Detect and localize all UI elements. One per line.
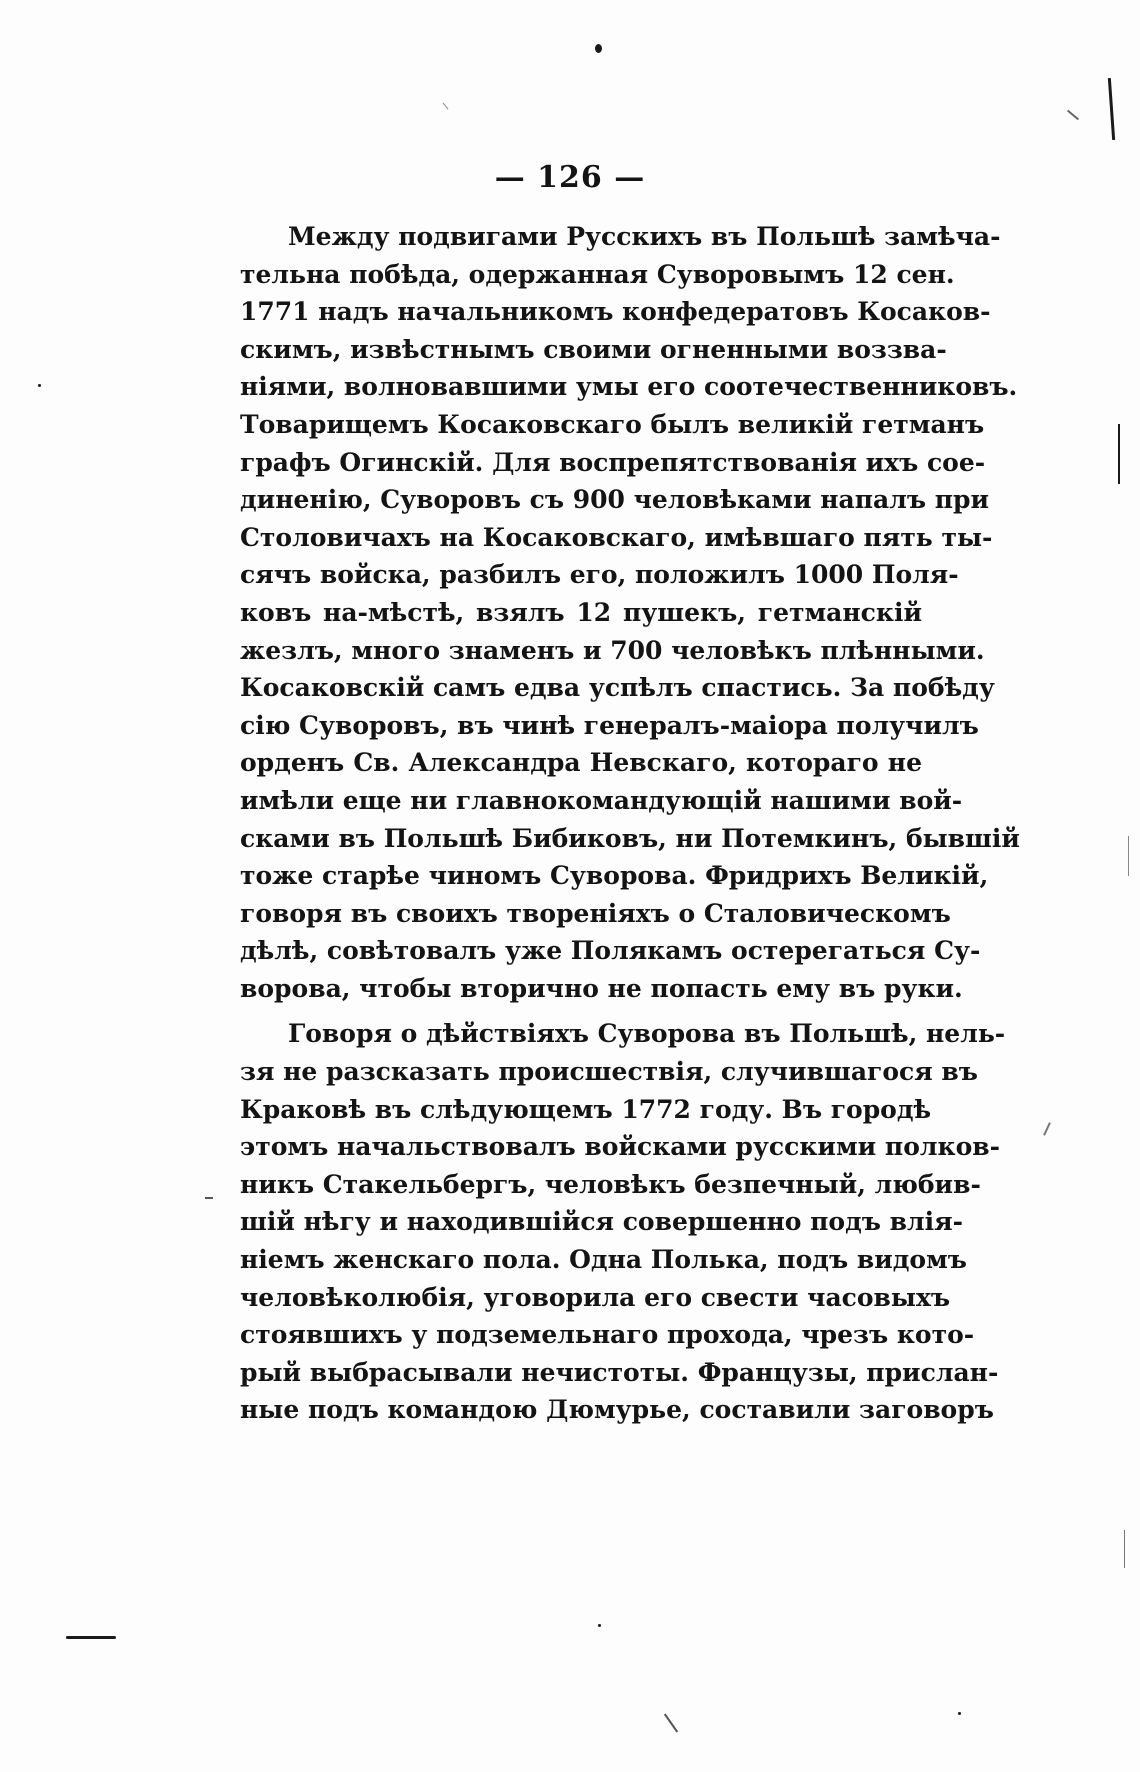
text-line: человѣколюбія, уговорила его свести часовыхъ xyxy=(240,1282,951,1312)
scan-speck xyxy=(1067,110,1079,121)
scan-edge-mark xyxy=(1118,424,1120,484)
text-line: Столовичахъ на Косаковскаго, имѣвшаго пять ты- xyxy=(240,522,993,552)
scan-speck xyxy=(664,1713,678,1732)
text-line: графъ Огинскій. Для воспрепятствованія ихъ сое- xyxy=(240,447,986,477)
scan-dash-mark xyxy=(66,1636,116,1639)
text-line: Товарищемъ Косаковскаго былъ великій гетманъ xyxy=(240,409,985,439)
text-line: ворова, чтобы вторично не попасть ему въ руки. xyxy=(240,973,963,1003)
text-line: сячъ войска, разбилъ его, положилъ 1000 Поля- xyxy=(240,560,959,590)
text-line: орденъ Св. Александра Невскаго, котораго не xyxy=(240,748,922,778)
text-line: говоря въ своихъ твореніяхъ о Сталовическомъ xyxy=(240,898,951,928)
text-line: тоже старѣе чиномъ Суворова. Фридрихъ Великій, xyxy=(240,861,989,891)
text-line: Краковѣ въ слѣдующемъ 1772 году. Въ городѣ xyxy=(240,1094,932,1124)
text-line: стоявшихъ у подземельнаго прохода, чрезъ кото- xyxy=(240,1320,975,1350)
text-line: 1771 надъ начальникомъ конфедератовъ Косаков- xyxy=(240,297,991,327)
scan-edge-mark xyxy=(1124,1530,1125,1568)
text-line: ные подъ командою Дюмурье, составили заговоръ xyxy=(240,1395,994,1425)
scan-speck xyxy=(443,103,449,110)
text-line: сками въ Польшѣ Бибиковъ, ни Потемкинъ, бывшій xyxy=(240,823,1020,853)
text-line: этомъ начальствовалъ войсками русскими полков- xyxy=(240,1132,1000,1162)
scan-speck xyxy=(205,1197,213,1199)
text-line: имѣли еще ни главнокомандующій нашими вой- xyxy=(240,785,963,815)
scan-edge-mark xyxy=(1128,836,1129,876)
text-line: скимъ, извѣстнымъ своими огненными воззва- xyxy=(240,334,947,364)
paragraph-1 xyxy=(240,218,1020,1007)
scan-edge-mark xyxy=(1108,78,1115,140)
paragraph-2 xyxy=(240,1015,1006,1429)
scan-speck xyxy=(958,1712,961,1715)
text-line: рый выбрасывали нечистоты. Французы, прислан- xyxy=(240,1357,999,1387)
scan-speck xyxy=(595,44,602,53)
body-text xyxy=(240,218,1020,1429)
scan-speck xyxy=(1043,1122,1051,1136)
scan-speck xyxy=(38,384,41,387)
text-line: ковъ на-мѣстѣ, взялъ 12 пушекъ, гетманскій xyxy=(240,597,922,627)
text-line: дѣлѣ, совѣтовалъ уже Полякамъ остерегаться Су- xyxy=(240,936,981,966)
text-line: диненію, Суворовъ съ 900 человѣками напалъ при xyxy=(240,485,990,515)
paragraph-gap xyxy=(240,1007,922,1015)
text-line: Говоря о дѣйствіяхъ Суворова въ Польшѣ, нель- xyxy=(288,1019,1006,1049)
text-line: жезлъ, много знаменъ и 700 человѣкъ плѣнными. xyxy=(240,635,985,665)
text-line: зя не разсказать происшествія, случившагося въ xyxy=(240,1057,978,1087)
scan-speck xyxy=(598,1624,601,1627)
text-line: Косаковскій самъ едва успѣлъ спастись. За побѣду xyxy=(240,673,995,703)
text-line: никъ Стакельбергъ, человѣкъ безпечный, любив- xyxy=(240,1169,981,1199)
text-line: ніями, волновавшими умы его соотечественниковъ. xyxy=(240,372,1018,402)
text-line: Между подвигами Русскихъ въ Польшѣ замѣча- xyxy=(288,222,1001,251)
page-number: — 126 — xyxy=(494,160,646,195)
text-line: сію Суворовъ, въ чинѣ генералъ-маіора получилъ xyxy=(240,710,979,740)
text-line: тельна побѣда, одержанная Суворовымъ 12 сен. xyxy=(240,259,955,289)
text-line: ніемъ женскаго пола. Одна Полька, подъ видомъ xyxy=(240,1245,967,1275)
text-line: шій нѣгу и находившійся совершенно подъ влія- xyxy=(240,1207,963,1237)
